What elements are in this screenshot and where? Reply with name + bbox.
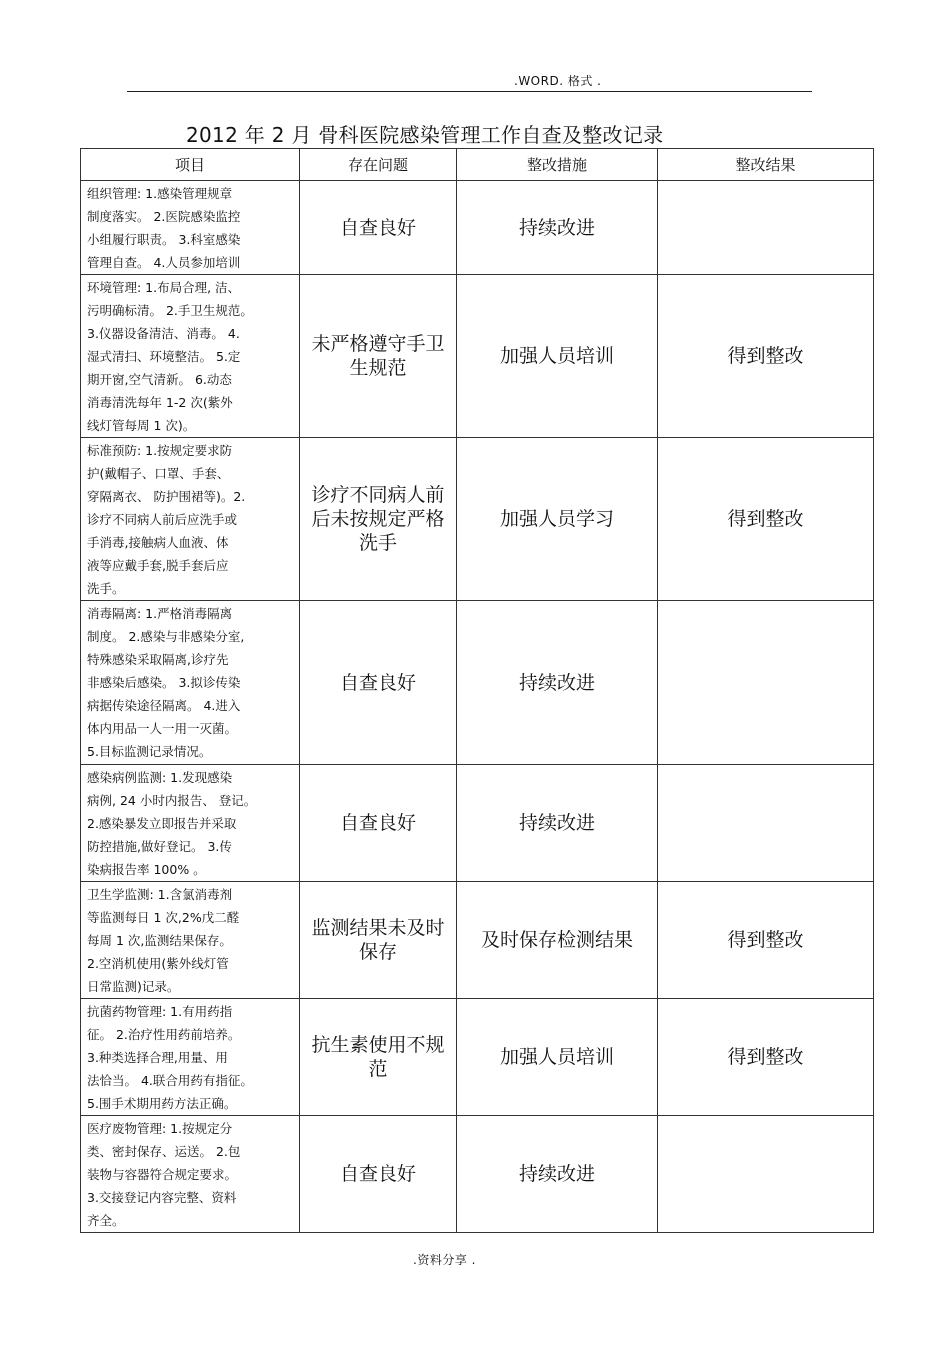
table-row [81,275,874,438]
result-cell [658,181,874,275]
table-row [81,999,874,1116]
table-row [81,601,874,765]
measure-cell: 持续改进 [457,181,658,275]
result-cell [658,601,874,765]
measure-cell: 持续改进 [457,765,658,882]
item-cell: 组织管理: 1.感染管理规章 制度落实。 2.医院感染监控 小组履行职责。 3.科室感染 管理自查。 4.人员参加培训 [81,181,300,275]
page-footer: .资料分享 . [413,1253,476,1267]
result-cell: 得到整改 [658,275,874,438]
table-row [81,1116,874,1233]
problem-cell: 自查良好 [300,601,457,765]
item-cell: 抗菌药物管理: 1.有用药指 征。 2.治疗性用药前培养。 3.种类选择合理,用量、用 法恰当。 4.联合用药有指征。 5.围手术期用药方法正确。 [81,999,300,1116]
measure-cell: 加强人员学习 [457,438,658,601]
problem-cell: 自查良好 [300,1116,457,1233]
page-header: .WORD. 格式 . [514,74,602,88]
result-cell: 得到整改 [658,999,874,1116]
measure-cell: 加强人员培训 [457,999,658,1116]
problem-cell: 抗生素使用不规范 [300,999,457,1116]
problem-cell: 监测结果未及时保存 [300,882,457,999]
item-cell: 标准预防: 1.按规定要求防 护(戴帽子、口罩、手套、 穿隔离衣、 防护围裙等)。2. 诊疗不同病人前后应洗手或 手消毒,接触病人血液、体 液等应戴手套,脱手套后应 洗手。 [81,438,300,601]
item-cell: 感染病例监测: 1.发现感染 病例, 24 小时内报告、 登记。 2.感染暴发立即报告并采取 防控措施,做好登记。 3.传 染病报告率 100% 。 [81,765,300,882]
result-cell [658,1116,874,1233]
measure-cell: 持续改进 [457,1116,658,1233]
table-row [81,882,874,999]
self-inspection-table [80,148,874,1233]
problem-cell: 自查良好 [300,181,457,275]
problem-cell: 未严格遵守手卫生规范 [300,275,457,438]
column-header-item: 项目 [81,149,300,181]
header-divider [127,91,812,92]
problem-cell: 自查良好 [300,765,457,882]
column-header-problem: 存在问题 [300,149,457,181]
column-header-result: 整改结果 [658,149,874,181]
item-cell: 消毒隔离: 1.严格消毒隔离 制度。 2.感染与非感染分室, 特殊感染采取隔离,诊疗先 非感染后感染。 3.拟诊传染 病据传染途径隔离。 4.进入 体内用品一人一用一灭菌。 5.目标监测记录情况。 [81,601,300,765]
table-header-row [81,149,874,181]
problem-cell: 诊疗不同病人前后未按规定严格洗手 [300,438,457,601]
result-cell [658,765,874,882]
column-header-measure: 整改措施 [457,149,658,181]
result-cell: 得到整改 [658,882,874,999]
item-cell: 医疗废物管理: 1.按规定分 类、密封保存、运送。 2.包 装物与容器符合规定要求。 3.交接登记内容完整、资料 齐全。 [81,1116,300,1233]
result-cell: 得到整改 [658,438,874,601]
table-row [81,438,874,601]
item-cell: 环境管理: 1.布局合理, 洁、 污明确标清。 2.手卫生规范。 3.仪器设备清洁、消毒。 4. 湿式清扫、环境整洁。 5.定 期开窗,空气清新。 6.动态 消毒清洗每年 1-2 次(紫外 线灯管每周 1 次)。 [81,275,300,438]
measure-cell: 持续改进 [457,601,658,765]
measure-cell: 加强人员培训 [457,275,658,438]
table-row [81,765,874,882]
measure-cell: 及时保存检测结果 [457,882,658,999]
table-row [81,181,874,275]
item-cell: 卫生学监测: 1.含氯消毒剂 等监测每日 1 次,2%戊二醛 每周 1 次,监测结果保存。 2.空消机使用(紫外线灯管 日常监测)记录。 [81,882,300,999]
document-title: 2012 年 2 月 骨科医院感染管理工作自查及整改记录 [186,123,664,147]
